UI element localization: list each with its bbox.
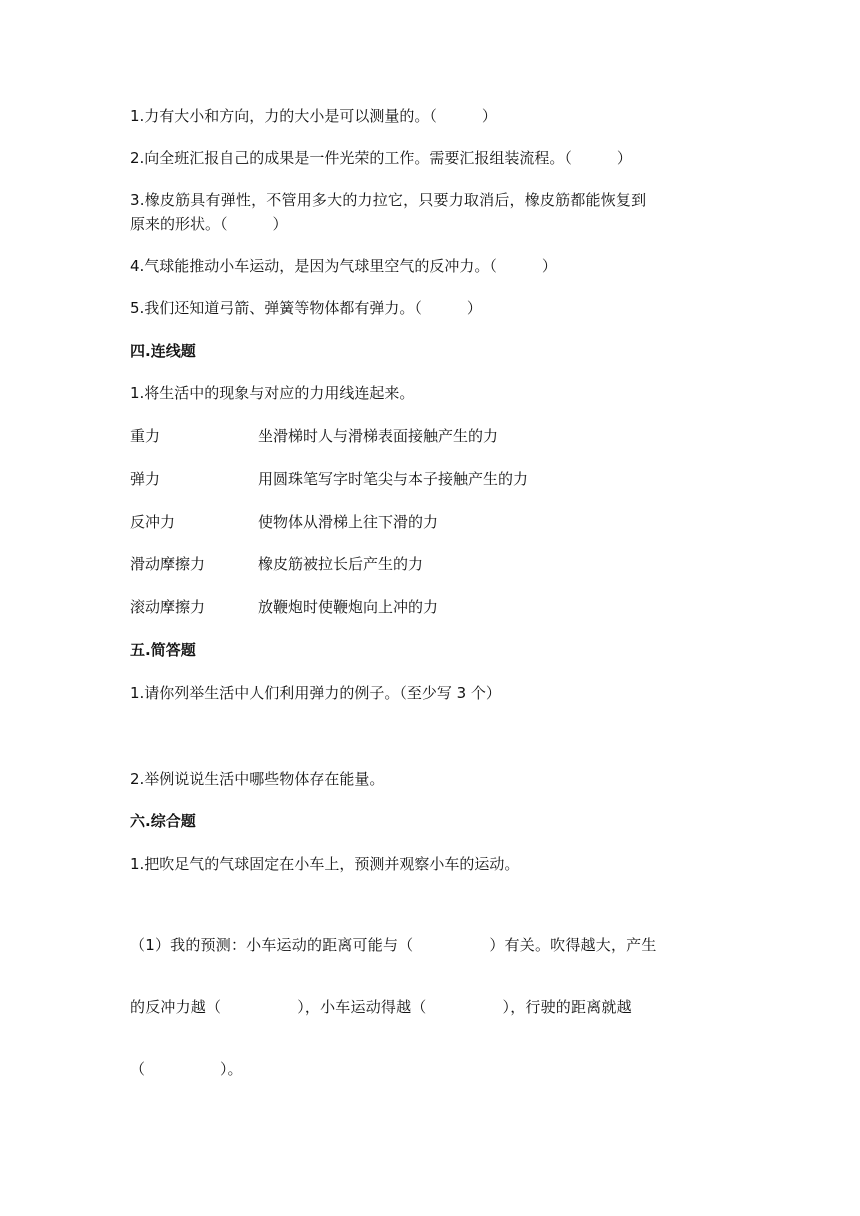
phenomenon-item: 使物体从滑梯上往下滑的力	[258, 513, 439, 531]
force-item: 重力	[130, 427, 161, 445]
comprehensive-question-1: 1.把吹足气的气球固定在小车上，预测并观察小车的运动。	[130, 855, 520, 873]
tf-question-1: 1.力有大小和方向，力的大小是可以测量的。（ ）	[130, 107, 497, 125]
phenomenon-item: 橡皮筋被拉长后产生的力	[258, 555, 424, 573]
force-item: 弹力	[130, 470, 161, 488]
fill-blank-line-1: （1）我的预测：小车运动的距离可能与（ ）有关。吹得越大，产生	[130, 936, 657, 954]
short-answer-question-2: 2.举例说说生活中哪些物体存在能量。	[130, 770, 385, 788]
section-5-heading: 五.简答题	[130, 641, 196, 659]
force-item: 滚动摩擦力	[130, 598, 206, 616]
section-4-heading: 四.连线题	[130, 342, 196, 360]
matching-question: 1.将生活中的现象与对应的力用线连起来。	[130, 384, 415, 402]
tf-question-2: 2.向全班汇报自己的成果是一件光荣的工作。需要汇报组装流程。（ ）	[130, 149, 632, 167]
phenomenon-item: 用圆珠笔写字时笔尖与本子接触产生的力	[258, 470, 529, 488]
force-item: 滑动摩擦力	[130, 555, 206, 573]
tf-question-3-line-2: 原来的形状。（ ）	[130, 215, 288, 233]
section-6-heading: 六.综合题	[130, 812, 196, 830]
tf-question-4: 4.气球能推动小车运动，是因为气球里空气的反冲力。（ ）	[130, 257, 557, 275]
fill-blank-line-3: （ ）。	[130, 1060, 243, 1078]
force-item: 反冲力	[130, 513, 176, 531]
short-answer-question-1: 1.请你列举生活中人们利用弹力的例子。（至少写 3 个）	[130, 684, 501, 702]
tf-question-3-line-1: 3.橡皮筋具有弹性，不管用多大的力拉它，只要力取消后，橡皮筋都能恢复到	[130, 191, 647, 209]
phenomenon-item: 放鞭炮时使鞭炮向上冲的力	[258, 598, 439, 616]
fill-blank-line-2: 的反冲力越（ ），小车运动得越（ ），行驶的距离就越	[130, 998, 632, 1016]
phenomenon-item: 坐滑梯时人与滑梯表面接触产生的力	[258, 427, 499, 445]
tf-question-5: 5.我们还知道弓箭、弹簧等物体都有弹力。（ ）	[130, 299, 482, 317]
